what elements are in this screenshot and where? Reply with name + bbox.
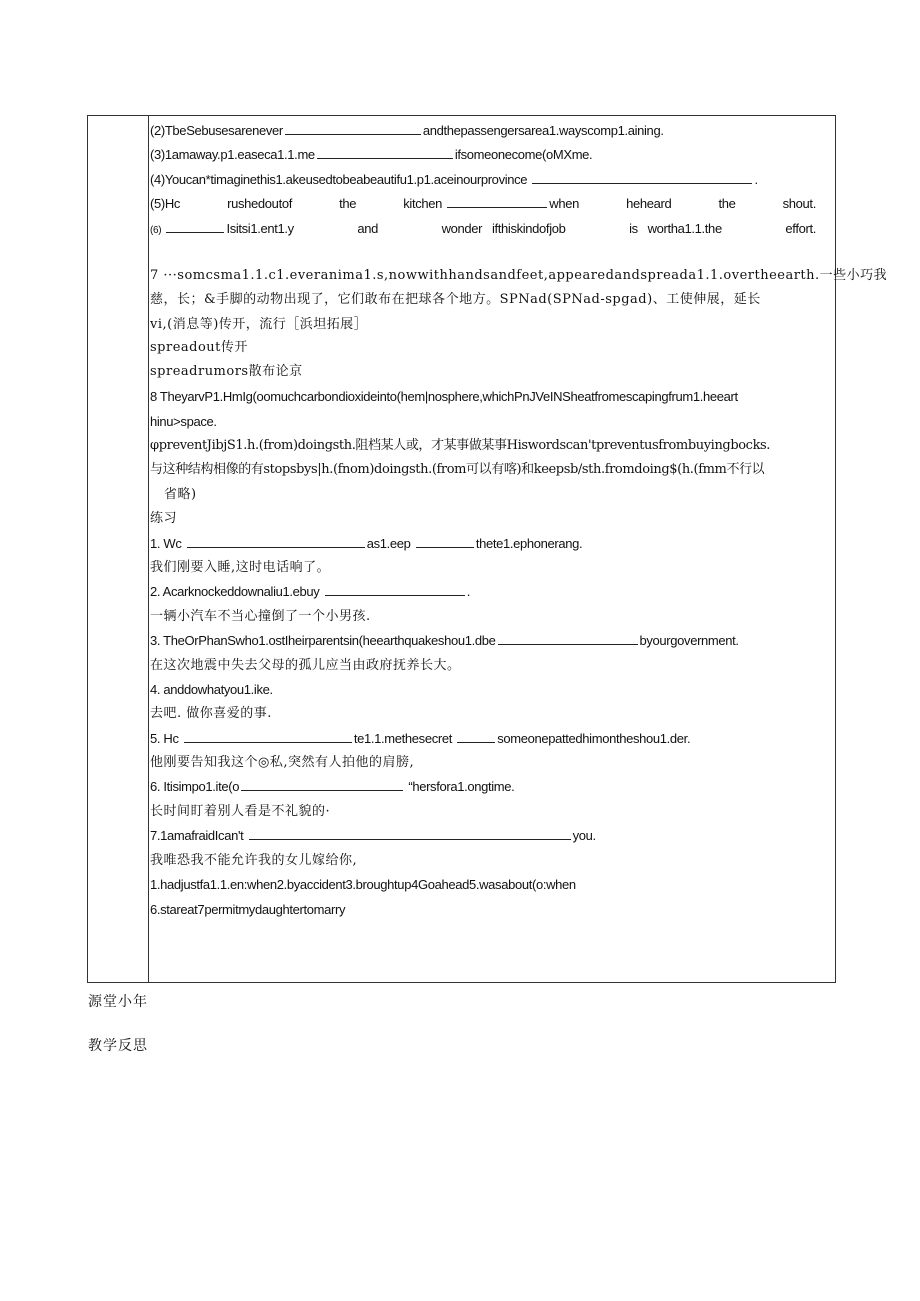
blank[interactable] bbox=[317, 146, 453, 159]
text: you. bbox=[572, 828, 596, 843]
note-8: 省略) bbox=[164, 487, 197, 502]
text: as1.eep bbox=[366, 536, 411, 551]
text: someonepattedhimontheshou1.der. bbox=[497, 731, 691, 746]
exercise-line-3 bbox=[150, 146, 816, 164]
blank[interactable] bbox=[532, 171, 752, 184]
text: ifthiskindofjob bbox=[491, 221, 566, 236]
text: thete1.ephonerang. bbox=[475, 536, 583, 551]
blank[interactable] bbox=[184, 730, 352, 743]
text: (3)1amaway.p1.easeca1.1.me bbox=[150, 147, 315, 162]
exercise-line-4 bbox=[150, 171, 816, 189]
answers-line-2: 6.stareat7permitmydaughtertomarry bbox=[150, 902, 346, 917]
table-divider bbox=[148, 115, 149, 983]
practice-q6-cn: 长时间盯着别人看是不礼貌的· bbox=[150, 804, 331, 819]
exercise-line-6 bbox=[150, 220, 816, 240]
blank[interactable] bbox=[166, 220, 224, 233]
blank[interactable] bbox=[325, 583, 465, 596]
text: 6. Itisimpo1.ite(o bbox=[150, 779, 240, 794]
footer-heading: 源堂小年 bbox=[88, 994, 148, 1010]
text: and bbox=[357, 221, 379, 236]
note-7: vi,(消息等)传开，流行［浜坦拓展］ bbox=[150, 317, 368, 332]
note-7: spreadout传开 bbox=[150, 340, 248, 355]
practice-q1-cn: 我们刚要入睡,这时电话响了。 bbox=[150, 560, 331, 575]
text: effort. bbox=[785, 221, 816, 236]
text: ifsomeonecome(oMXme. bbox=[454, 147, 593, 162]
text: andthepassengersarea1.wayscomp1.aining. bbox=[422, 123, 664, 138]
text: . bbox=[754, 172, 758, 187]
note-7: spreadrumors散布论京 bbox=[150, 364, 303, 379]
answers-line-1: 1.hadjustfa1.1.en:when2.byaccident3.broughtup4Goahead5.wasabout(o:when bbox=[150, 877, 576, 892]
note-8: 8 TheyarvP1.HmIg(oomuchcarbondioxideinto(hem|nosphere,whichPnJVeINSheatfromescapingfrum1.heeart bbox=[150, 389, 738, 404]
teaching-reflection-heading: 教学反思 bbox=[88, 1038, 148, 1054]
practice-q3 bbox=[150, 632, 816, 650]
text: the bbox=[718, 196, 736, 211]
practice-q1 bbox=[150, 535, 816, 553]
text: wortha1.1.the bbox=[647, 221, 722, 236]
practice-q4: 4. anddowhatyou1.ike. bbox=[150, 682, 273, 697]
text: when bbox=[549, 196, 579, 211]
practice-title: 练习 bbox=[150, 511, 178, 526]
note-7: 7 ···somcsma1.1.c1.everanima1.s,nowwithhandsandfeet,appearedandspreada1.1.overtheearth.一些小巧我 bbox=[150, 268, 888, 283]
text: rushedoutof bbox=[227, 196, 292, 211]
text: “hersfora1.ongtime. bbox=[408, 779, 515, 794]
note-8: hinu>space. bbox=[150, 414, 217, 429]
text: kitchen bbox=[403, 196, 443, 211]
text: Isitsi1.ent1.y bbox=[226, 221, 294, 236]
blank[interactable] bbox=[498, 632, 638, 645]
text: 7.1amafraidIcan't bbox=[150, 828, 244, 843]
blank[interactable] bbox=[187, 535, 365, 548]
note-8: φpreventJibjS1.h.(from)doingsth.阻档某人或，才某事做某事Hiswordscan'tpreventusfrombuyingbocks. bbox=[150, 438, 771, 453]
practice-q2-cn: 一辆小汽车不当心撞倒了一个小男孩. bbox=[150, 609, 371, 624]
practice-q7-cn: 我唯恐我不能允许我的女儿嫁给你, bbox=[150, 853, 358, 868]
exercise-line-2 bbox=[150, 122, 816, 140]
practice-q3-cn: 在这次地震中失去父母的孤儿应当由政府抚养长大。 bbox=[150, 658, 461, 673]
note-7: 慈，长；&手脚的动物出现了，它们敢布在把球各个地方。SPNad(SPNad-spgad)、工使伸展，延长 bbox=[150, 292, 761, 307]
text: . bbox=[466, 584, 470, 599]
exercise-line-5 bbox=[150, 195, 816, 213]
text: (6) bbox=[150, 225, 162, 236]
blank[interactable] bbox=[457, 730, 495, 743]
practice-q5-cn: 他刚要告知我这个◎私,突然有人拍他的肩膀, bbox=[150, 755, 415, 770]
text: is bbox=[629, 221, 638, 236]
text: 5. Hc bbox=[150, 731, 179, 746]
text: 2. Acarknockeddownaliu1.ebuy bbox=[150, 584, 320, 599]
text: (2)TbeSebusesarenever bbox=[150, 123, 283, 138]
text: the bbox=[339, 196, 357, 211]
blank[interactable] bbox=[416, 535, 474, 548]
practice-q7 bbox=[150, 827, 816, 845]
blank[interactable] bbox=[241, 778, 403, 791]
text: byourgovernment. bbox=[639, 633, 739, 648]
practice-q2 bbox=[150, 583, 816, 601]
text: (5)Hc bbox=[150, 196, 181, 211]
practice-q6 bbox=[150, 778, 816, 796]
note-8: 与这种结构相像的有stopsbys|h.(fnom)doingsth.(from可以有喀)和keepsb/sth.fromdoing$(h.(fmm不行以 bbox=[150, 462, 765, 477]
text: 3. TheOrPhanSwho1.ostIheirparentsin(heearthquakeshou1.dbe bbox=[150, 633, 496, 648]
blank[interactable] bbox=[285, 122, 421, 135]
blank[interactable] bbox=[447, 195, 547, 208]
text: heheard bbox=[626, 196, 672, 211]
text: wonder bbox=[441, 221, 483, 236]
text: 1. Wc bbox=[150, 536, 182, 551]
practice-q5 bbox=[150, 730, 816, 748]
text: te1.1.methesecret bbox=[353, 731, 452, 746]
text: (4)Youcan*timaginethis1.akeusedtobeabeautifu1.p1.aceinourprovince bbox=[150, 172, 528, 187]
text: shout. bbox=[782, 196, 816, 211]
blank[interactable] bbox=[249, 827, 571, 840]
practice-q4-cn: 去吧. 做你喜爱的事. bbox=[150, 706, 272, 721]
